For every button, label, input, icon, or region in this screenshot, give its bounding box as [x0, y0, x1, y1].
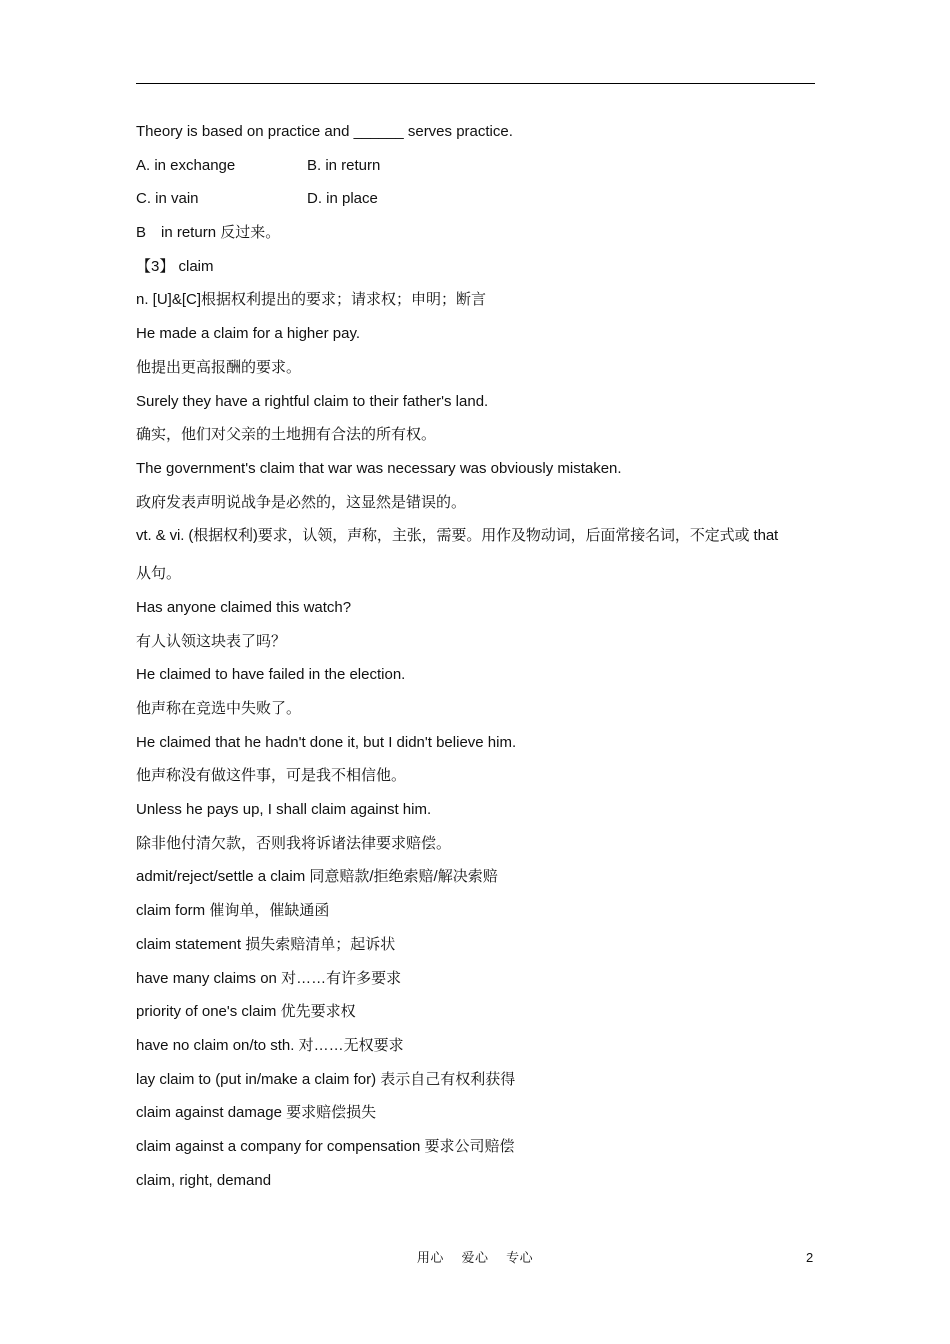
options-row-2: [136, 189, 816, 209]
page-number: 2: [806, 1250, 814, 1265]
example-en: He claimed that he hadn't done it, but I didn't believe him.: [136, 733, 517, 751]
phrase-item: claim statement 损失索赔清单；起诉状: [136, 935, 396, 953]
verb-definition-continued: 从句。: [136, 565, 182, 583]
example-en: Unless he pays up, I shall claim against him.: [136, 801, 432, 819]
noun-definition: n. [U]&[C]根据权利提出的要求；请求权；申明；断言: [136, 291, 487, 309]
question-stem: Theory is based on practice and ______ serves practice.: [136, 123, 513, 140]
example-zh: 他声称在竞选中失败了。: [136, 700, 302, 717]
footer-slogan: 用心 爱心 专心: [416, 1250, 534, 1265]
header-rule: [136, 83, 815, 84]
phrase-item: lay claim to (put in/make a claim for) 表示自己有权利获得: [136, 1070, 516, 1088]
entry-heading: 【3】 claim: [136, 257, 214, 275]
example-en: The government's claim that war was necessary was obviously mistaken.: [136, 459, 622, 477]
option-d: D. in place: [307, 190, 378, 208]
example-zh: 确实，他们对父亲的土地拥有合法的所有权。: [136, 426, 437, 444]
example-zh: 他声称没有做这件事，可是我不相信他。: [136, 767, 407, 785]
example-zh: 他提出更高报酬的要求。: [136, 358, 302, 376]
phrase-item: claim form 催询单，催缺通函: [136, 902, 330, 920]
option-a: A. in exchange: [136, 156, 236, 174]
document-body: [136, 122, 816, 1204]
example-zh: 政府发表声明说战争是必然的，这显然是错误的。: [136, 493, 467, 511]
option-c: C. in vain: [136, 190, 199, 208]
phrase-item: priority of one's claim 优先要求权: [136, 1003, 356, 1021]
options-row-1: [136, 156, 816, 176]
page-footer: [0, 1248, 950, 1268]
verb-definition: vt. & vi. (根据权利)要求，认领，声称，主张，需要。用作及物动词，后面常接名词，不定式或 that: [136, 527, 779, 545]
example-en: Has anyone claimed this watch?: [136, 598, 352, 616]
answer-line: B in return 反过来。: [136, 224, 281, 242]
phrase-item: admit/reject/settle a claim 同意赔款/拒绝索赔/解决索赔: [136, 868, 498, 886]
example-zh: 有人认领这块表了吗？: [136, 632, 287, 650]
option-b: B. in return: [307, 156, 381, 174]
example-en: He claimed to have failed in the election.: [136, 666, 406, 684]
phrase-item: have many claims on 对……有许多要求: [136, 969, 402, 987]
synonym-heading: claim, right, demand: [136, 1171, 272, 1189]
phrase-item: have no claim on/to sth. 对……无权要求: [136, 1036, 404, 1054]
phrase-item: claim against a company for compensation 要求公司赔偿: [136, 1137, 515, 1155]
example-zh: 除非他付清欠款，否则我将诉诸法律要求赔偿。: [136, 834, 452, 852]
example-en: Surely they have a rightful claim to their father's land.: [136, 392, 489, 410]
phrase-item: claim against damage 要求赔偿损失: [136, 1104, 377, 1122]
example-en: He made a claim for a higher pay.: [136, 325, 360, 343]
